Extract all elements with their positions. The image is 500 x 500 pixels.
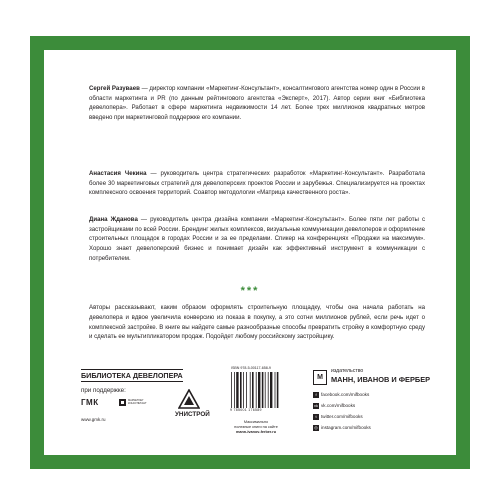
social-vk[interactable] xyxy=(313,402,355,410)
author-name: Анастасия Чекина xyxy=(89,170,147,177)
support-label: при поддержке: xyxy=(81,387,126,394)
author-bio-chekina xyxy=(89,169,425,198)
barcode-bar xyxy=(240,372,242,408)
facebook-icon: f xyxy=(313,392,319,398)
social-facebook[interactable] xyxy=(313,391,369,399)
vk-icon: vk xyxy=(314,403,318,408)
barcode-bar xyxy=(252,372,254,408)
isbn: ISBN 978-5-00117-658-9 xyxy=(231,366,271,370)
barcode-bar xyxy=(246,372,247,408)
social-instagram[interactable] xyxy=(313,424,371,432)
barcode-bar xyxy=(270,372,272,408)
publisher-name: МАНН, ИВАНОВ И ФЕРБЕР xyxy=(331,375,431,384)
unistroy-logo-text: УНИСТРОЙ xyxy=(175,411,210,418)
social-label: facebook.com/mifbooks xyxy=(321,392,370,397)
author-description: — руководитель центра дизайна компании «Маркетинг-Консультант». Более пяти лет работы с застройщиками по всей России. Брендинг жилых комплексов, визуальные коммуникации девелоперов и оформление строительных площадок в городах России и за ее пределами. Спикер на конференциях «Продажи на максимум». Хорошо знает девелоперский бизнес и понимает дизайн как эффективный инструмент в коммуникации с потребителем. xyxy=(89,216,425,262)
freebooks-line2: полезные книги на сайте xyxy=(234,425,278,429)
barcode-bar xyxy=(262,372,264,408)
author-bio-zhdanova xyxy=(89,215,425,264)
freebooks-note xyxy=(225,420,287,435)
mif-logo-icon: М xyxy=(313,370,327,385)
author-bio-razuvaev xyxy=(89,84,425,123)
book-summary: Авторы рассказывают, каким образом оформлять строительную площадку, чтобы она начала работать на девелопера и вдвое увеличила конверсию из показа в покупку, а это сотни миллионов рублей, если речь идет о комплексной застройке. В книге вы найдете самые разнообразные способы превратить стройку в комфортную среду и сделать ее мультипликатором продаж. Подойдет любому российскому застройщику. xyxy=(89,304,425,341)
social-twitter[interactable] xyxy=(313,413,363,421)
author-name: Сергей Разуваев xyxy=(89,85,140,92)
social-label: twitter.com/mifbooks xyxy=(321,414,363,419)
instagram-icon: ◎ xyxy=(314,425,318,430)
gmk-logo: ГМК xyxy=(81,398,99,407)
website-link[interactable]: www.gmk.ru xyxy=(81,417,106,422)
marketing-consultant-logo-text: МАРКЕТИНГ КОНСУЛЬТАНТ xyxy=(128,399,147,405)
barcode-bar xyxy=(234,372,235,408)
barcode-bar xyxy=(265,372,266,408)
barcode-bar xyxy=(250,372,251,408)
barcode-bar xyxy=(231,372,232,408)
barcode-bar xyxy=(243,372,244,408)
barcode xyxy=(230,372,282,408)
author-name: Диана Жданова xyxy=(89,216,138,223)
freebooks-line1: Максимально xyxy=(243,420,269,424)
barcode-bar xyxy=(268,372,269,408)
series-title: БИБЛИОТЕКА ДЕВЕЛОПЕРА xyxy=(81,371,183,380)
barcode-bar xyxy=(256,372,257,408)
freebooks-site[interactable]: mann-ivanov-ferber.ru xyxy=(235,430,277,434)
barcode-number: 9 785001 176589 xyxy=(230,408,262,412)
barcode-bar xyxy=(236,372,238,408)
publisher-label: издательство xyxy=(331,368,364,374)
twitter-icon: t xyxy=(313,414,319,420)
social-label: vk.com/mifbooks xyxy=(321,403,356,408)
unistroy-logo-icon xyxy=(178,389,200,409)
barcode-bar xyxy=(258,372,260,408)
barcode-bar xyxy=(277,372,279,408)
author-description: — руководитель центра стратегических разработок «Маркетинг-Консультант». Разработала более 30 маркетинговых стратегий для девелоперских проектов России и зарубежья. Специализируется на проектах комплексного освоения территорий. Соавтор методологии «Матрица качественного роста». xyxy=(89,170,425,197)
author-description: — директор компании «Маркетинг-Консультант», консалтингового агентства номер один в России в области маркетинга и PR (по данным рейтингового агентства «Эксперт», 2017). Автор серии книг «Библиотека девелопера». Работает в сфере маркетинга недвижимости 14 лет. Более трех миллионов квадратных метров введено при маркетинговой поддержке его компании. xyxy=(89,85,425,122)
barcode-bar xyxy=(275,372,276,408)
star-separator: *** xyxy=(240,285,260,297)
social-label: instagram.com/mifbooks xyxy=(321,425,371,430)
